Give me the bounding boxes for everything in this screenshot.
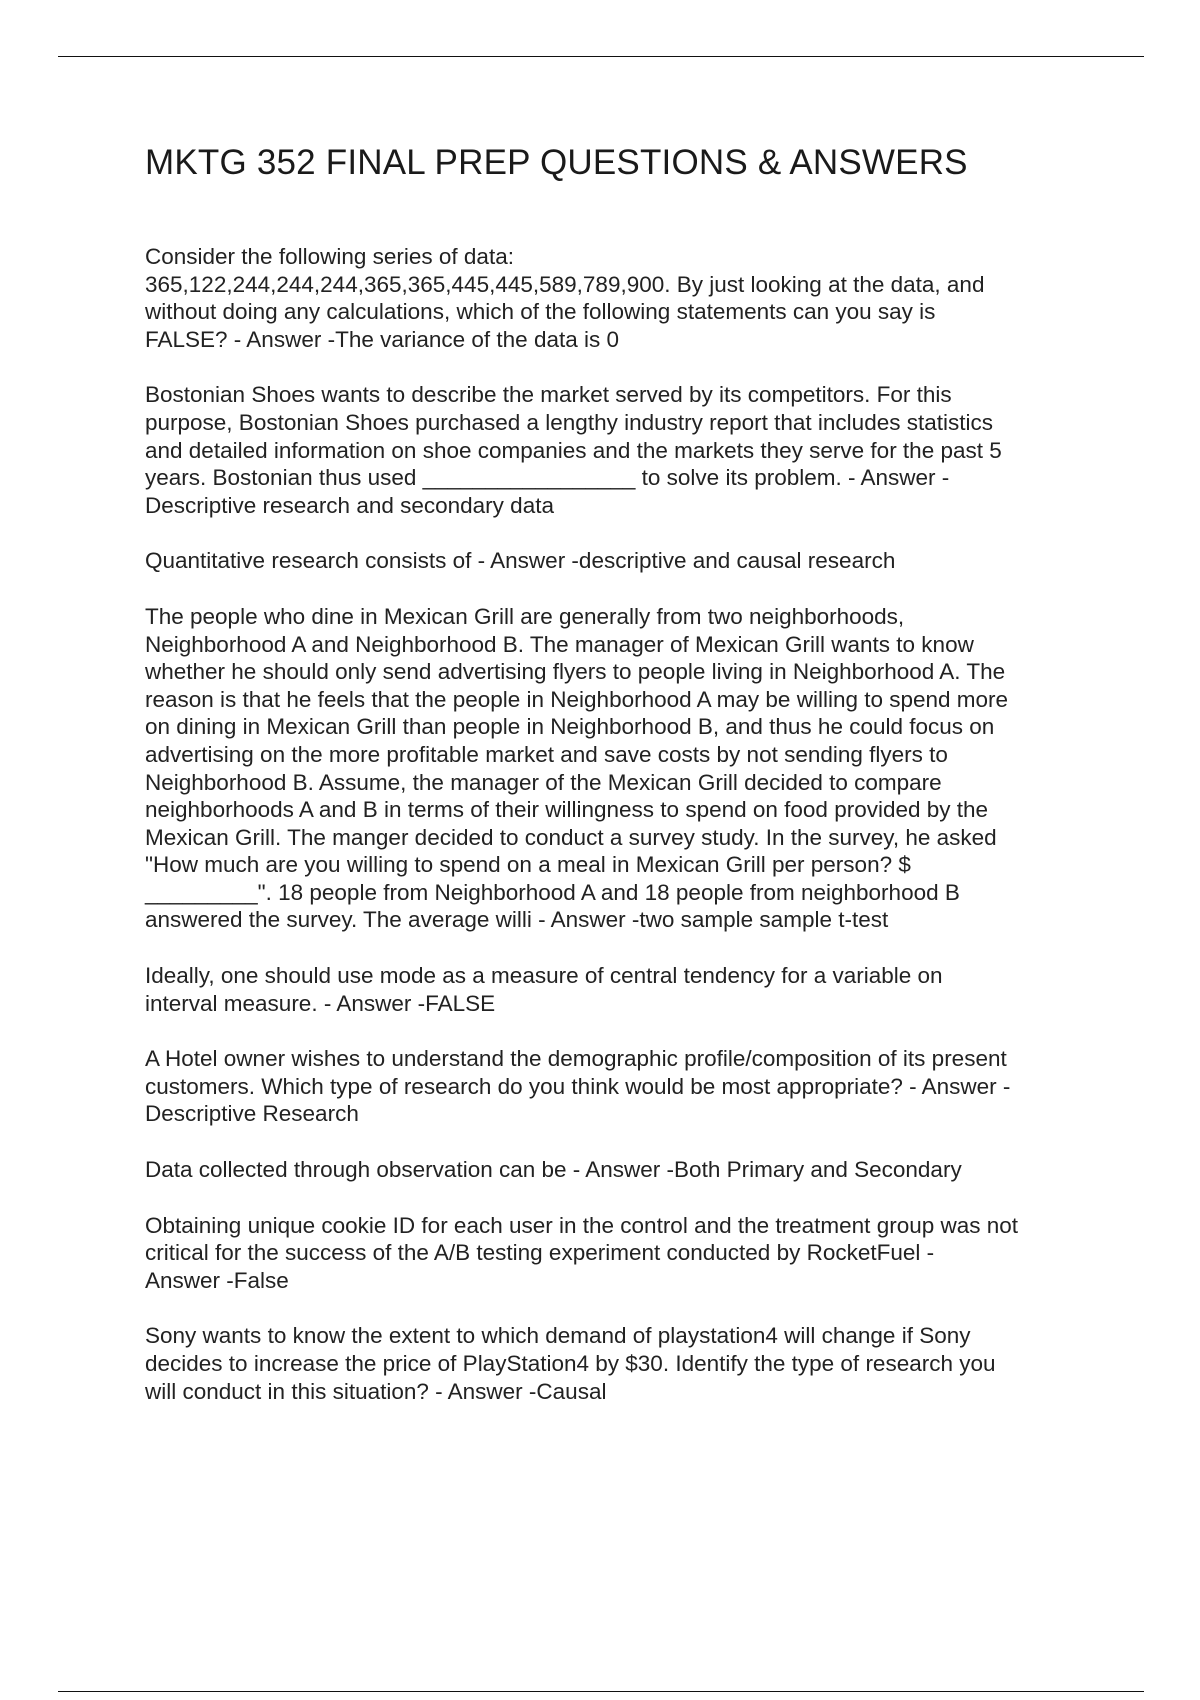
text-line: and detailed information on shoe companies and the markets they serve for the past 5 <box>145 437 1002 463</box>
text-line: customers. Which type of research do you think would be most appropriate? - Answer - <box>145 1073 1011 1099</box>
qa-text <box>145 603 1085 934</box>
text-line: Mexican Grill. The manger decided to conduct a survey study. In the survey, he asked <box>145 824 997 850</box>
bottom-divider <box>58 1691 1144 1692</box>
top-divider <box>58 56 1144 57</box>
text-line: "How much are you willing to spend on a meal in Mexican Grill per person? $ <box>145 852 911 878</box>
qa-item <box>145 962 1085 1017</box>
text-line: Consider the following series of data: <box>145 244 514 269</box>
text-line: years. Bostonian thus used _________________ to solve its problem. - Answer - <box>145 465 950 491</box>
text-line: Neighborhood A and Neighborhood B. The manager of Mexican Grill wants to know <box>145 631 974 657</box>
text-line: 365,122,244,244,244,365,365,445,445,589,789,900. By just looking at the data, and <box>145 271 985 297</box>
text-line: Data collected through observation can be - Answer -Both Primary and Secondary <box>145 1157 962 1183</box>
text-line: on dining in Mexican Grill than people in Neighborhood B, and thus he could focus on <box>145 714 995 740</box>
text-line: will conduct in this situation? - Answer -Causal <box>145 1378 607 1404</box>
qa-item <box>145 1156 1085 1184</box>
text-line: interval measure. - Answer -FALSE <box>145 990 496 1016</box>
qa-item <box>145 603 1085 934</box>
text-line: Neighborhood B. Assume, the manager of the Mexican Grill decided to compare <box>145 769 942 795</box>
text-line: _________". 18 people from Neighborhood A and 18 people from neighborhood B <box>145 879 960 905</box>
text-line: decides to increase the price of PlayStation4 by $30. Identify the type of research you <box>145 1351 996 1376</box>
qa-text <box>145 381 1085 519</box>
qa-text <box>145 547 1085 575</box>
text-line: Sony wants to know the extent to which demand of playstation4 will change if Sony <box>145 1323 971 1349</box>
text-line: Obtaining unique cookie ID for each user in the control and the treatment group was not <box>145 1212 1019 1238</box>
text-line: Ideally, one should use mode as a measure of central tendency for a variable on <box>145 963 943 989</box>
qa-item <box>145 243 1085 353</box>
qa-text <box>145 962 1085 1017</box>
text-line: answered the survey. The average willi - Answer -two sample sample t-test <box>145 907 889 933</box>
text-line: FALSE? - Answer -The variance of the data is 0 <box>145 326 619 352</box>
text-line: Descriptive research and secondary data <box>145 492 554 518</box>
text-line: Answer -False <box>145 1267 289 1293</box>
text-line: purpose, Bostonian Shoes purchased a lengthy industry report that includes statistics <box>145 409 993 435</box>
qa-text <box>145 1322 1085 1405</box>
qa-item <box>145 1045 1085 1128</box>
text-line: neighborhoods A and B in terms of their willingness to spend on food provided by the <box>145 797 989 823</box>
text-line: whether he should only send advertising flyers to people living in Neighborhood A. The <box>145 659 1006 685</box>
qa-text <box>145 243 1085 353</box>
text-line: Bostonian Shoes wants to describe the market served by its competitors. For this <box>145 382 952 408</box>
qa-list <box>145 243 1085 1433</box>
text-line: reason is that he feels that the people in Neighborhood A may be willing to spend more <box>145 686 1009 712</box>
text-line: Descriptive Research <box>145 1101 359 1127</box>
text-line: Quantitative research consists of - Answer -descriptive and causal research <box>145 548 896 574</box>
qa-item <box>145 547 1085 575</box>
text-line: A Hotel owner wishes to understand the demographic profile/composition of its present <box>145 1046 1007 1072</box>
text-line: advertising on the more profitable market and save costs by not sending flyers to <box>145 741 948 767</box>
qa-text <box>145 1212 1085 1295</box>
qa-item <box>145 1212 1085 1295</box>
page-title: MKTG 352 FINAL PREP QUESTIONS & ANSWERS <box>145 143 968 182</box>
qa-item <box>145 1322 1085 1405</box>
qa-item <box>145 381 1085 519</box>
qa-text <box>145 1045 1085 1128</box>
text-line: critical for the success of the A/B testing experiment conducted by RocketFuel - <box>145 1240 935 1266</box>
text-line: The people who dine in Mexican Grill are generally from two neighborhoods, <box>145 603 905 629</box>
text-line: without doing any calculations, which of the following statements can you say is <box>145 299 936 325</box>
qa-text <box>145 1156 1085 1184</box>
